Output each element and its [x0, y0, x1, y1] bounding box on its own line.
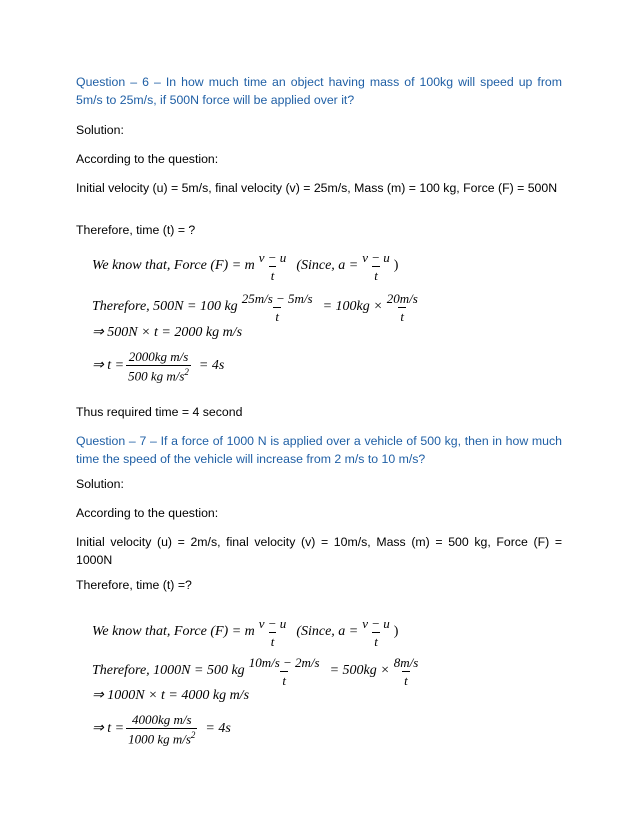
- q7-equation-4: ⇒ t = $\frac{\text{4000kg m/s}}{1000 kg m/s^2}$ = 4s: [92, 711, 231, 747]
- q6-equation-3: ⇒ 500N × t = 2000 kg m/s: [92, 325, 243, 340]
- question-6-text: Question – 6 – In how much time an object having mass of 100kg will speed up from 5m/s to 25m/s, if 500N force will be applied over it?: [76, 75, 562, 107]
- fraction: $\frac{v - u}{t}$: [258, 249, 287, 283]
- q7-solution-label: Solution:: [76, 477, 124, 491]
- result: = 4s: [205, 721, 231, 736]
- eq-lead: We know that, Force (F) = m: [92, 258, 255, 273]
- fraction: $\frac{\text{2000kg m/s}}{500 kg m/s^2}$: [128, 348, 189, 384]
- result: = 4s: [198, 358, 225, 373]
- fraction: $\frac{\text{4000kg m/s}}{1000 kg m/s^2}$: [128, 711, 196, 747]
- question-7-text: Question – 7 – If a force of 1000 N is applied over a vehicle of 500 kg, then in how much time the speed of the vehicle will increase from 2 m/s to 10 m/s?: [76, 434, 562, 466]
- eq-mid: = 100kg ×: [322, 299, 383, 314]
- eq-lead: Therefore, 1000N = 500 kg: [92, 663, 245, 678]
- fraction: $\frac{v - u}{t}$: [362, 615, 390, 649]
- q6-equation-2: [92, 287, 422, 327]
- since-text: (Since, a =: [296, 258, 359, 273]
- fraction: $\frac{v - u}{t}$: [362, 249, 390, 283]
- q7-according-label: According to the question:: [76, 506, 219, 520]
- fraction: $\frac{8m/s}{t}$: [393, 654, 419, 688]
- eq-lead: We know that, Force (F) = m: [92, 624, 255, 639]
- q6-therefore-line: Therefore, time (t) = ?: [76, 223, 196, 237]
- q6-solution-label: Solution:: [76, 123, 124, 137]
- eq-lead: Therefore, 500N = 100 kg: [92, 299, 238, 314]
- q7-therefore-line: Therefore, time (t) =?: [76, 578, 192, 592]
- fraction: $\frac{25m/s - 5m/s}{t}$: [241, 290, 313, 324]
- fraction: $\frac{20m/s}{t}$: [386, 290, 418, 324]
- q7-equation-1: We know that, Force (F) = m $\frac{v - u}{t}$ (Since, a = $\frac{v - u}{t}$ ): [92, 615, 399, 649]
- q7-equation-2: [92, 651, 422, 691]
- q6-given-values: Initial velocity (u) = 5m/s, final velocity (v) = 25m/s, Mass (m) = 100 kg, Force (F) = 500N: [76, 181, 558, 195]
- q6-conclusion: Thus required time = 4 second: [76, 405, 243, 419]
- q6-according-label: According to the question:: [76, 152, 219, 166]
- q6-equation-4: ⇒ t = $\frac{\text{2000kg m/s}}{500 kg m/s^2}$ = 4s: [92, 348, 225, 384]
- q7-given-values: Initial velocity (u) = 2m/s, final velocity (v) = 10m/s, Mass (m) = 500 kg, Force (F) = 1000N: [76, 535, 562, 567]
- since-text: (Since, a =: [296, 624, 359, 639]
- fraction: $\frac{10m/s - 2m/s}{t}$: [248, 654, 320, 688]
- fraction: $\frac{v - u}{t}$: [258, 615, 287, 649]
- q7-equation-3: ⇒ 1000N × t = 4000 kg m/s: [92, 688, 250, 703]
- q6-equation-1: We know that, Force (F) = m $\frac{v - u}{t}$ (Since, a = $\frac{v - u}{t}$ ): [92, 249, 399, 283]
- eq-mid: = 500kg ×: [329, 663, 390, 678]
